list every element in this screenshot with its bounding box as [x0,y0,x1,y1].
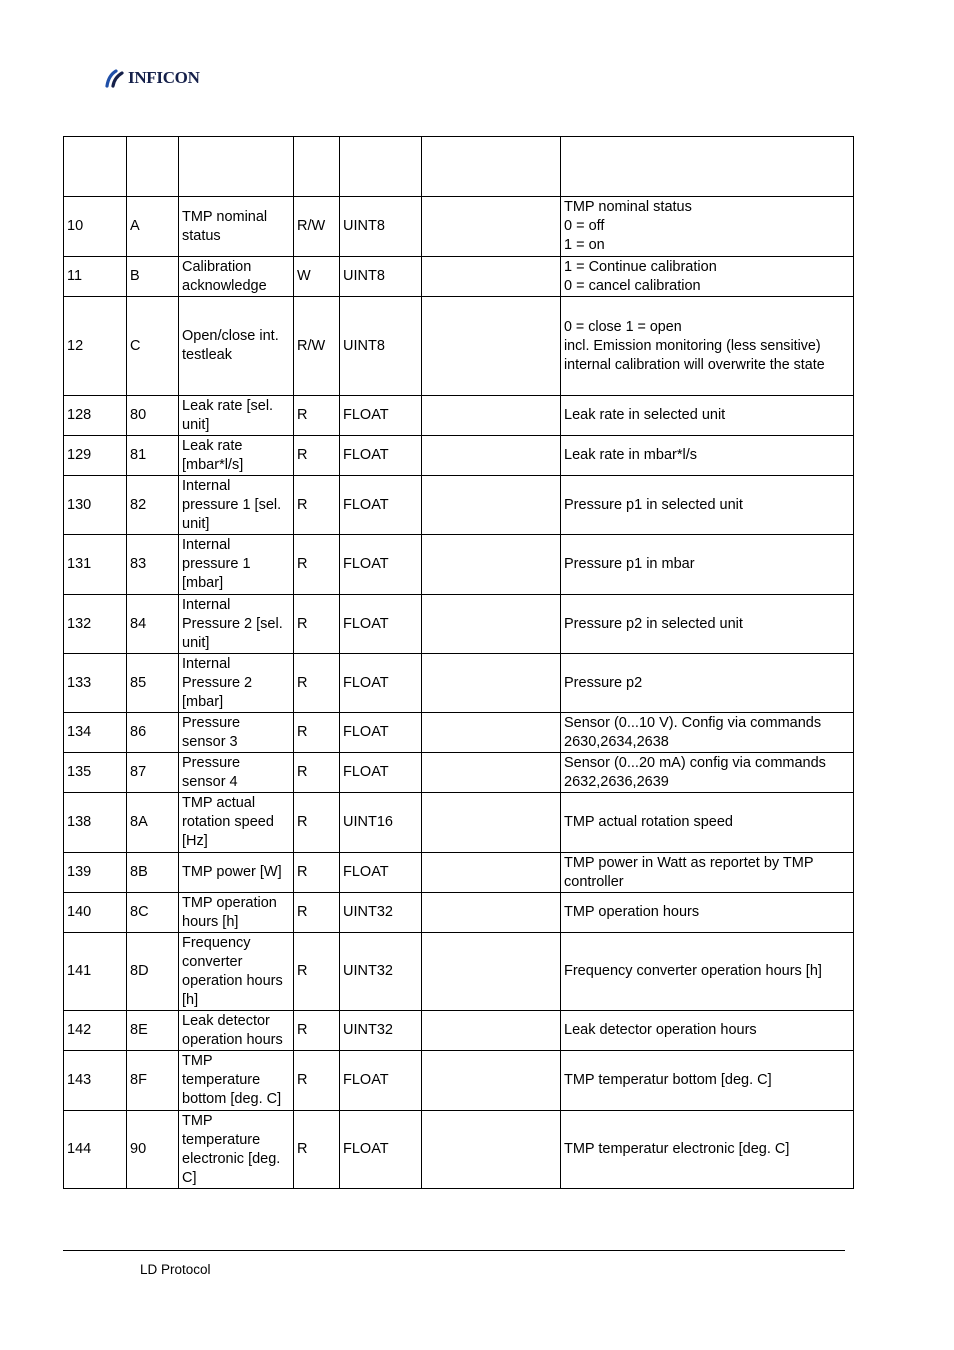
parameter-name-cell: TMP actual rotation speed [Hz] [179,793,294,853]
logo-text: INFICON [128,68,200,87]
register-hex-cell: 8B [127,853,179,893]
register-hex-cell: 86 [127,713,179,753]
table-row [64,476,854,535]
data-type-cell: FLOAT [340,476,422,535]
register-dec-cell: 10 [64,197,127,257]
parameter-name-cell: Frequency converter operation hours [h] [179,933,294,1011]
extra-cell [422,654,561,713]
register-hex-cell: A [127,197,179,257]
extra-cell [422,1051,561,1111]
register-hex-cell: 81 [127,436,179,476]
data-type-cell: UINT8 [340,257,422,297]
table-row [64,853,854,893]
register-dec-cell: 11 [64,257,127,297]
data-type-cell: UINT8 [340,197,422,257]
register-hex-cell: 8D [127,933,179,1011]
extra-cell [422,257,561,297]
extra-cell [422,396,561,436]
description-cell: Sensor (0...10 V). Config via commands 2630,2634,2638 [561,713,854,753]
register-dec-cell: 141 [64,933,127,1011]
parameter-name-cell: Pressure sensor 3 [179,713,294,753]
table-row [64,933,854,1011]
extra-cell [422,535,561,595]
register-hex-cell: 84 [127,595,179,654]
extra-cell [422,297,561,396]
data-type-cell: UINT8 [340,297,422,396]
table-row [64,297,854,396]
data-type-cell: FLOAT [340,654,422,713]
parameter-name-cell: Internal pressure 1 [sel. unit] [179,476,294,535]
description-cell: 0 = close 1 = open incl. Emission monitoring (less sensitive) internal calibration will overwrite the state [561,297,854,396]
access-cell: R [294,654,340,713]
description-cell: TMP power in Watt as reportet by TMP controller [561,853,854,893]
description-cell: TMP temperatur electronic [deg. C] [561,1111,854,1189]
parameter-table [63,136,854,1189]
extra-cell [422,933,561,1011]
register-hex-cell: 8C [127,893,179,933]
logo [104,66,200,90]
description-cell: Sensor (0...20 mA) config via commands 2632,2636,2639 [561,753,854,793]
register-dec-cell: 138 [64,793,127,853]
register-hex-cell: 85 [127,654,179,713]
description-cell: Pressure p2 [561,654,854,713]
table-row [64,1051,854,1111]
description-cell: Leak rate in mbar*l/s [561,436,854,476]
access-cell: W [294,257,340,297]
extra-cell [422,713,561,753]
register-dec-cell: 133 [64,654,127,713]
data-type-cell: FLOAT [340,853,422,893]
parameter-name-cell: TMP operation hours [h] [179,893,294,933]
table-row [64,753,854,793]
register-hex-cell: 90 [127,1111,179,1189]
table-row [64,1011,854,1051]
register-hex-cell: 87 [127,753,179,793]
register-hex-cell [127,137,179,197]
register-dec-cell: 140 [64,893,127,933]
data-type-cell: UINT32 [340,893,422,933]
description-cell: Pressure p1 in mbar [561,535,854,595]
data-type-cell: FLOAT [340,1111,422,1189]
footer-divider [63,1250,845,1251]
parameter-name-cell: Pressure sensor 4 [179,753,294,793]
extra-cell [422,793,561,853]
parameter-name-cell: Calibration acknowledge [179,257,294,297]
extra-cell [422,753,561,793]
parameter-name-cell: Internal pressure 1 [mbar] [179,535,294,595]
register-dec-cell [64,137,127,197]
inficon-logo-icon [104,67,126,89]
description-cell: Frequency converter operation hours [h] [561,933,854,1011]
access-cell: R [294,476,340,535]
parameter-name-cell: Leak rate [sel. unit] [179,396,294,436]
description-cell: Leak rate in selected unit [561,396,854,436]
data-type-cell: FLOAT [340,396,422,436]
extra-cell [422,893,561,933]
parameter-table-body [64,137,854,1189]
data-type-cell: FLOAT [340,535,422,595]
access-cell: R [294,1051,340,1111]
access-cell [294,137,340,197]
register-dec-cell: 134 [64,713,127,753]
access-cell: R [294,933,340,1011]
data-type-cell: UINT16 [340,793,422,853]
table-row [64,197,854,257]
register-hex-cell: 8A [127,793,179,853]
parameter-name-cell: Open/close int. testleak [179,297,294,396]
register-dec-cell: 144 [64,1111,127,1189]
parameter-name-cell: Internal Pressure 2 [sel. unit] [179,595,294,654]
extra-cell [422,1111,561,1189]
table-row [64,595,854,654]
access-cell: R [294,713,340,753]
register-hex-cell: 80 [127,396,179,436]
extra-cell [422,1011,561,1051]
table-row [64,535,854,595]
access-cell: R [294,853,340,893]
description-cell: TMP nominal status 0 = off 1 = on [561,197,854,257]
extra-cell [422,853,561,893]
access-cell: R [294,1011,340,1051]
parameter-name-cell [179,137,294,197]
description-cell: Leak detector operation hours [561,1011,854,1051]
table-row [64,436,854,476]
register-dec-cell: 130 [64,476,127,535]
table-row [64,654,854,713]
table-row [64,893,854,933]
access-cell: R [294,535,340,595]
extra-cell [422,595,561,654]
data-type-cell: UINT32 [340,1011,422,1051]
access-cell: R [294,436,340,476]
access-cell: R [294,396,340,436]
access-cell: R [294,1111,340,1189]
data-type-cell: FLOAT [340,436,422,476]
access-cell: R [294,595,340,654]
description-cell: Pressure p2 in selected unit [561,595,854,654]
access-cell: R/W [294,197,340,257]
description-cell: TMP temperatur bottom [deg. C] [561,1051,854,1111]
description-cell: Pressure p1 in selected unit [561,476,854,535]
description-cell [561,137,854,197]
footer-doc-title: LD Protocol [140,1262,211,1277]
extra-cell [422,476,561,535]
description-cell: TMP operation hours [561,893,854,933]
access-cell: R [294,793,340,853]
description-cell: 1 = Continue calibration 0 = cancel calibration [561,257,854,297]
register-dec-cell: 128 [64,396,127,436]
register-dec-cell: 143 [64,1051,127,1111]
data-type-cell [340,137,422,197]
access-cell: R [294,753,340,793]
register-hex-cell: B [127,257,179,297]
table-row [64,1111,854,1189]
register-dec-cell: 135 [64,753,127,793]
description-cell: TMP actual rotation speed [561,793,854,853]
table-row [64,713,854,753]
register-hex-cell: 8F [127,1051,179,1111]
access-cell: R/W [294,297,340,396]
parameter-name-cell: TMP temperature electronic [deg. C] [179,1111,294,1189]
access-cell: R [294,893,340,933]
parameter-name-cell: Internal Pressure 2 [mbar] [179,654,294,713]
register-dec-cell: 129 [64,436,127,476]
register-dec-cell: 12 [64,297,127,396]
parameter-name-cell: Leak detector operation hours [179,1011,294,1051]
extra-cell [422,436,561,476]
register-dec-cell: 142 [64,1011,127,1051]
table-row [64,257,854,297]
data-type-cell: FLOAT [340,753,422,793]
register-hex-cell: 82 [127,476,179,535]
register-dec-cell: 131 [64,535,127,595]
register-hex-cell: 83 [127,535,179,595]
register-dec-cell: 132 [64,595,127,654]
data-type-cell: FLOAT [340,595,422,654]
parameter-name-cell: TMP temperature bottom [deg. C] [179,1051,294,1111]
parameter-name-cell: TMP power [W] [179,853,294,893]
data-type-cell: UINT32 [340,933,422,1011]
data-type-cell: FLOAT [340,713,422,753]
table-row [64,137,854,197]
register-dec-cell: 139 [64,853,127,893]
extra-cell [422,197,561,257]
extra-cell [422,137,561,197]
register-hex-cell: C [127,297,179,396]
data-type-cell: FLOAT [340,1051,422,1111]
parameter-name-cell: Leak rate [mbar*l/s] [179,436,294,476]
parameter-name-cell: TMP nominal status [179,197,294,257]
table-row [64,396,854,436]
table-row [64,793,854,853]
register-hex-cell: 8E [127,1011,179,1051]
